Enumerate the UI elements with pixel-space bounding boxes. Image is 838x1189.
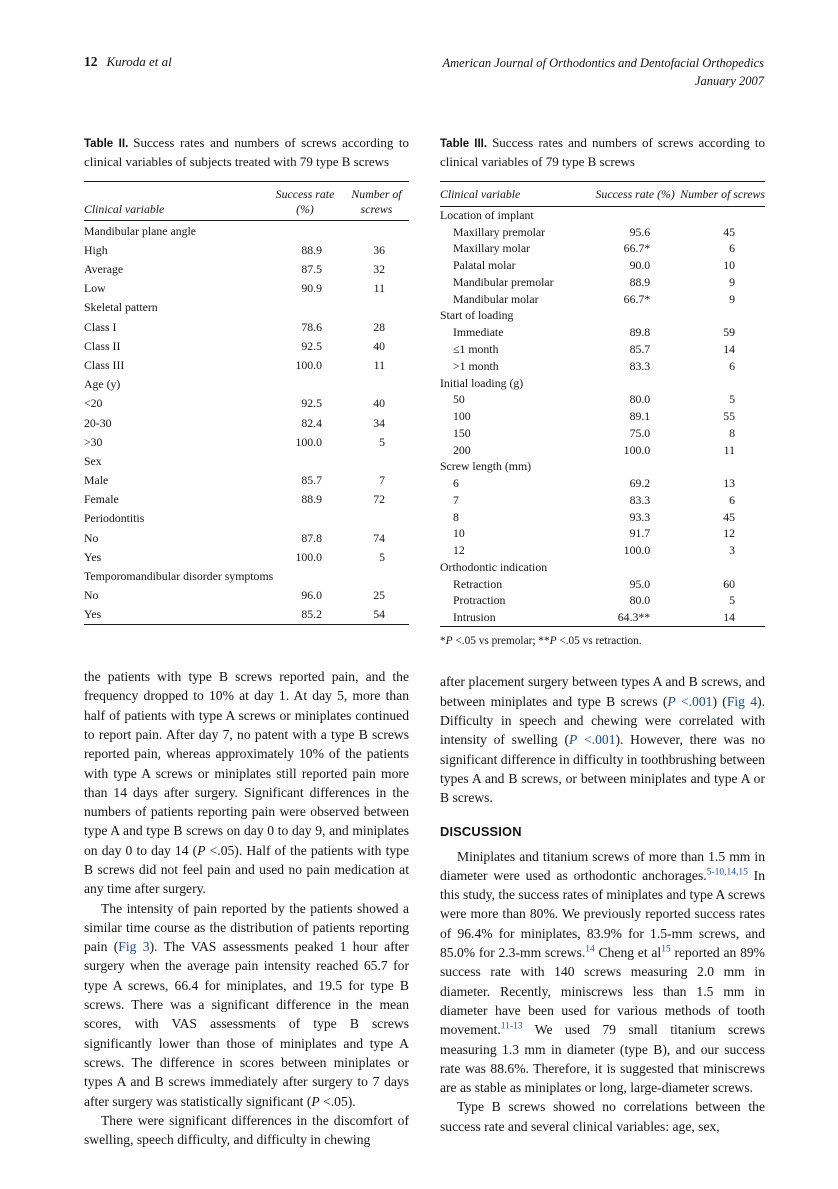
screw-count-value: 8: [729, 425, 735, 440]
text-segment: In this study, the success rates of miniplates and type A screws were more than 80%. We previously reported success rates of 96.4% for miniplates, 83.9% for 1.5-mm screws, and 85.0% for 2.3-mm screws.: [440, 867, 765, 961]
text-segment: *: [440, 634, 446, 647]
group-label: Age (y): [84, 377, 121, 392]
table-group-row: [84, 221, 409, 241]
table-row: [440, 408, 765, 425]
text-segment: There were significant differences in the discomfort of swelling, speech difficulty, and difficulty in chewing: [84, 1112, 409, 1148]
table-row: [440, 508, 765, 525]
row-label: Mandibular premolar: [453, 274, 554, 289]
column-header: Success rate (%): [266, 181, 344, 220]
table-3-footnote: [440, 634, 765, 649]
success-rate-value: 75.0: [629, 425, 651, 440]
screw-count-value: 11: [373, 281, 385, 296]
discussion-heading: DISCUSSION: [440, 823, 522, 839]
screw-count-value: 5: [379, 434, 385, 449]
text-segment: ). The VAS assessments peaked 1 hour after surgery when the average pain intensity reached 65.7 for type A screws, 66.4 for miniplates, and 19.5 for type B screws. There was a significant difference in the mean scores, with VAS assessments of type B screws significantly lower than those of miniplates and type A screws. The difference in scores between miniplates or types A and B screws immediately after surgery to 7 days after surgery was statistically significant (: [84, 939, 409, 1109]
table-row: [440, 492, 765, 509]
row-label: 50: [453, 392, 465, 407]
figure-reference-link[interactable]: Fig 4: [726, 693, 758, 709]
screw-count-value: 14: [723, 610, 735, 625]
group-label: Initial loading (g): [440, 375, 524, 390]
table-3-caption-text: Success rates and numbers of screws according to clinical variables of 79 type B screws: [440, 135, 765, 170]
row-label: Male: [84, 473, 109, 488]
group-label: Location of implant: [440, 207, 534, 222]
row-label: Average: [84, 262, 124, 277]
success-rate-value: 82.4: [301, 415, 322, 430]
success-rate-value: 92.5: [301, 396, 322, 411]
table-row: [440, 341, 765, 358]
screw-count-value: 10: [723, 258, 735, 273]
row-label: 8: [453, 509, 459, 524]
screw-count-value: 11: [723, 442, 735, 457]
row-label: >1 month: [453, 358, 499, 373]
text-segment: ) (: [712, 693, 727, 709]
success-rate-value: 87.5: [301, 262, 322, 277]
table-row: [440, 358, 765, 375]
success-rate-value: 64.3**: [617, 610, 651, 625]
table-row: [440, 609, 765, 626]
row-label: Maxillary molar: [453, 241, 530, 256]
table-row: [440, 592, 765, 609]
table-row: [440, 542, 765, 559]
group-label: Screw length (mm): [440, 459, 532, 474]
group-label: Start of loading: [440, 308, 514, 323]
screw-count-value: 12: [723, 526, 735, 541]
success-rate-value: 69.2: [629, 476, 651, 491]
left-column-text: [84, 667, 409, 1149]
table-3: [440, 181, 765, 627]
table-row: [440, 525, 765, 542]
text-segment: Miniplates and titanium screws of more than 1.5 mm in diameter were used as orthodontic anchorages.: [440, 848, 765, 883]
group-label: Skeletal pattern: [84, 300, 158, 315]
screw-count-value: 55: [723, 409, 735, 424]
success-rate-value: 88.9: [629, 274, 651, 289]
table-row: [440, 576, 765, 593]
success-rate-value: 78.6: [301, 319, 322, 334]
table-row: [84, 336, 409, 355]
screw-count-value: 36: [373, 242, 385, 257]
table-2: [84, 181, 409, 625]
table-group-row: [84, 375, 409, 394]
row-label: Palatal molar: [453, 258, 516, 273]
page-header: [84, 54, 764, 90]
citation-link[interactable]: 15: [661, 944, 671, 955]
text-segment: Cheng et al: [594, 945, 662, 961]
group-label: Orthodontic indication: [440, 559, 548, 574]
paragraph: [84, 667, 409, 899]
success-rate-value: 100.0: [623, 442, 651, 457]
column-header: Number of screws: [344, 181, 409, 220]
success-rate-value: 93.3: [629, 509, 651, 524]
row-label: Class I: [84, 319, 117, 334]
screw-count-value: 5: [379, 549, 385, 564]
paragraph: [84, 1111, 409, 1150]
screw-count-value: 5: [729, 392, 735, 407]
success-rate-value: 88.9: [301, 492, 322, 507]
success-rate-value: 80.0: [629, 593, 651, 608]
screw-count-value: 25: [373, 588, 385, 603]
text-segment: P: [311, 1093, 320, 1109]
screw-count-value: 6: [729, 241, 735, 256]
page-number: 12: [84, 54, 98, 69]
table-group-row: [84, 298, 409, 317]
success-rate-value: 100.0: [623, 543, 651, 558]
column-header: Clinical variable: [84, 181, 266, 220]
citation-link[interactable]: 5-10,14,15: [706, 867, 748, 878]
table-row: [440, 391, 765, 408]
running-head-authors: Kuroda et al: [106, 54, 172, 69]
row-label: Female: [84, 492, 119, 507]
text-segment: ). Difficulty in speech and chewing were correlated with intensity of swelling (: [440, 693, 765, 748]
screw-count-value: 45: [723, 509, 735, 524]
text-segment: Type B screws showed no correlations between the success rate and several clinical variables: age, sex,: [440, 1099, 765, 1134]
screw-count-value: 32: [373, 262, 385, 277]
text-segment: the patients with type B screws reported pain, and the frequency dropped to 10% at day 1. At day 5, more than half of patients with type A screws or miniplates continued to report pain. After day 7, no patent with a type B screws reported pain, whereas approximately 10% of the patients with type A screws or miniplates still reported pain more than 14 days after surgery. Significant differences in the numbers of patients reporting pain were observed between type A and type B screws on day 0 to day 9, and miniplates on day 0 to day 14 (: [84, 669, 409, 858]
table-row: [440, 240, 765, 257]
screw-count-value: 14: [723, 341, 735, 356]
screw-count-value: 13: [723, 476, 735, 491]
screw-count-value: 59: [723, 325, 735, 340]
group-label: Mandibular plane angle: [84, 223, 197, 238]
table-row: [440, 475, 765, 492]
row-label: Immediate: [453, 325, 504, 340]
left-column: [84, 134, 409, 1149]
table-group-row: [84, 451, 409, 470]
screw-count-value: 40: [373, 396, 385, 411]
right-column-text-upper: [440, 672, 765, 807]
table-row: [84, 279, 409, 298]
success-rate-value: 92.5: [301, 338, 322, 353]
figure-reference-link[interactable]: P: [568, 732, 578, 748]
table-row: [84, 586, 409, 605]
two-column-layout: [84, 134, 764, 1149]
table-header-row: [84, 181, 409, 220]
screw-count-value: 9: [729, 291, 735, 306]
success-rate-value: 88.9: [301, 242, 322, 257]
success-rate-value: 100.0: [295, 434, 322, 449]
screw-count-value: 34: [373, 415, 385, 430]
row-label: Low: [84, 281, 106, 296]
success-rate-value: 95.6: [629, 224, 651, 239]
success-rate-value: 83.3: [629, 492, 651, 507]
citation-link[interactable]: 11-13: [500, 1021, 523, 1032]
citation-link[interactable]: 14: [585, 944, 595, 955]
table-row: [440, 223, 765, 240]
group-label: Periodontitis: [84, 511, 145, 526]
table-group-row: [84, 567, 409, 586]
text-segment: P: [549, 634, 557, 647]
table-row: [84, 241, 409, 260]
row-label: 7: [453, 492, 459, 507]
row-label: Yes: [84, 607, 102, 622]
table-2-caption: [84, 134, 409, 172]
screw-count-value: 9: [729, 274, 735, 289]
success-rate-value: 95.0: [629, 576, 651, 591]
text-segment: P: [445, 634, 453, 647]
table-row: [84, 490, 409, 509]
screw-count-value: 28: [373, 319, 385, 334]
table-row: [440, 291, 765, 308]
column-header: Number of screws: [680, 181, 765, 206]
text-segment: The intensity of pain reported by the patients showed a similar time course as the distribution of patients reporting pain (: [84, 900, 409, 955]
screw-count-value: 74: [373, 530, 385, 545]
table-group-row: [440, 206, 765, 223]
row-label: No: [84, 588, 99, 603]
success-rate-value: 83.3: [629, 358, 651, 373]
table-row: [84, 528, 409, 547]
success-rate-value: 85.7: [629, 341, 651, 356]
text-segment: ). However, there was no significant difference in difficulty in toothbrushing between types A and B screws, or between miniplates and type A or B screws.: [440, 732, 765, 806]
screw-count-value: 6: [729, 358, 735, 373]
screw-count-value: 54: [373, 607, 385, 622]
text-segment: P: [197, 842, 206, 858]
row-label: Protraction: [453, 593, 506, 608]
screw-count-value: 45: [723, 224, 735, 239]
row-label: 10: [453, 526, 465, 541]
success-rate-value: 66.7*: [623, 291, 651, 306]
table-group-row: [440, 374, 765, 391]
table-row: [440, 425, 765, 442]
screw-count-value: 6: [729, 492, 735, 507]
success-rate-value: 87.8: [301, 530, 322, 545]
right-column-text-discussion: [440, 847, 765, 1136]
table-row: [84, 471, 409, 490]
figure-reference-link[interactable]: Fig 3: [118, 939, 150, 955]
text-segment: <.05 vs retraction.: [556, 634, 642, 647]
screw-count-value: 7: [379, 473, 385, 488]
table-row: [84, 260, 409, 279]
figure-reference-link[interactable]: <.001: [675, 693, 713, 709]
success-rate-value: 90.0: [629, 258, 651, 273]
table-group-row: [440, 307, 765, 324]
row-label: Yes: [84, 549, 102, 564]
paragraph: [440, 1097, 765, 1136]
right-column: [440, 134, 765, 1149]
paragraph: [440, 672, 765, 807]
success-rate-value: 66.7*: [623, 241, 651, 256]
success-rate-value: 91.7: [629, 526, 651, 541]
success-rate-value: 89.8: [629, 325, 651, 340]
screw-count-value: 5: [729, 593, 735, 608]
row-label: 12: [453, 543, 465, 558]
row-label: <20: [84, 396, 103, 411]
row-label: 100: [453, 409, 471, 424]
screw-count-value: 40: [373, 338, 385, 353]
screw-count-value: 60: [723, 576, 735, 591]
figure-reference-link[interactable]: P: [667, 693, 676, 709]
figure-reference-link[interactable]: <.001: [577, 732, 616, 748]
success-rate-value: 85.7: [301, 473, 322, 488]
running-head: [84, 54, 172, 70]
text-segment: reported an 89% success rate with 140 screws measuring 2.0 mm in diameter. Recently, miniscrews less than 1.5 mm in diameter have been used for various methods of tooth movement.: [440, 945, 765, 1038]
success-rate-value: 85.2: [301, 607, 322, 622]
journal-info: [443, 54, 765, 90]
table-row: [84, 432, 409, 451]
table-3-block: [440, 134, 765, 648]
table-header-row: [440, 181, 765, 206]
success-rate-value: 96.0: [301, 588, 322, 603]
row-label: Class III: [84, 358, 125, 372]
success-rate-value: 89.1: [629, 409, 651, 424]
screw-count-value: 3: [729, 543, 735, 558]
success-rate-value: 80.0: [629, 392, 651, 407]
table-row: [440, 324, 765, 341]
column-header: Success rate (%): [590, 181, 680, 206]
table-group-row: [84, 509, 409, 528]
row-label: >30: [84, 434, 103, 449]
table-row: [84, 394, 409, 413]
table-2-block: [84, 134, 409, 625]
column-header: Clinical variable: [440, 181, 590, 206]
table-row: [440, 274, 765, 291]
row-label: 150: [453, 425, 471, 440]
group-label: Temporomandibular disorder symptoms: [84, 568, 274, 583]
screw-count-value: 11: [373, 358, 385, 372]
journal-name: American Journal of Orthodontics and Dentofacial Orthopedics: [442, 56, 764, 70]
text-segment: <.05).: [319, 1093, 356, 1109]
row-label: Maxillary premolar: [453, 224, 546, 239]
row-label: Mandibular molar: [453, 291, 539, 306]
group-label: Sex: [84, 453, 102, 468]
table-row: [440, 257, 765, 274]
row-label: ≤1 month: [453, 341, 499, 356]
issue-date: January 2007: [694, 74, 764, 89]
table-row: [84, 356, 409, 375]
row-label: 200: [453, 442, 471, 457]
paragraph: [84, 899, 409, 1111]
table-group-row: [440, 559, 765, 576]
table-row: [84, 547, 409, 566]
table-row: [440, 441, 765, 458]
table-row: [84, 317, 409, 336]
table-2-label: Table II.: [84, 138, 129, 151]
success-rate-value: 90.9: [301, 281, 322, 296]
screw-count-value: 72: [373, 492, 385, 507]
row-label: Class II: [84, 338, 121, 353]
row-label: Intrusion: [453, 610, 496, 625]
paragraph: [440, 847, 765, 1098]
row-label: 6: [453, 476, 459, 491]
text-segment: <.05). Half of the patients with type B screws did not feel pain and used no pain medication at any time after surgery.: [84, 842, 410, 897]
success-rate-value: 100.0: [295, 549, 322, 564]
table-row: [84, 605, 409, 625]
row-label: High: [84, 242, 108, 257]
row-label: No: [84, 530, 99, 545]
table-3-label: Table III.: [440, 138, 488, 151]
table-2-caption-text: Success rates and numbers of screws according to clinical variables of subjects treated with 79 type B screws: [84, 135, 409, 170]
table-group-row: [440, 458, 765, 475]
text-segment: after placement surgery between types A and B screws, and between miniplates and type B screws (: [440, 674, 765, 709]
text-segment: <.05 vs premolar; **: [452, 634, 550, 647]
row-label: Retraction: [453, 576, 503, 591]
success-rate-value: 100.0: [295, 358, 322, 372]
table-3-caption: [440, 134, 765, 172]
table-row: [84, 413, 409, 432]
text-segment: We used 79 small titanium screws measuring 1.3 mm in diameter (type B), and our success rate was 88.6%. Therefore, it is suggested that miniscrews are as stable as miniplates or long, large-diameter screws.: [440, 1022, 765, 1096]
row-label: 20-30: [84, 415, 112, 430]
